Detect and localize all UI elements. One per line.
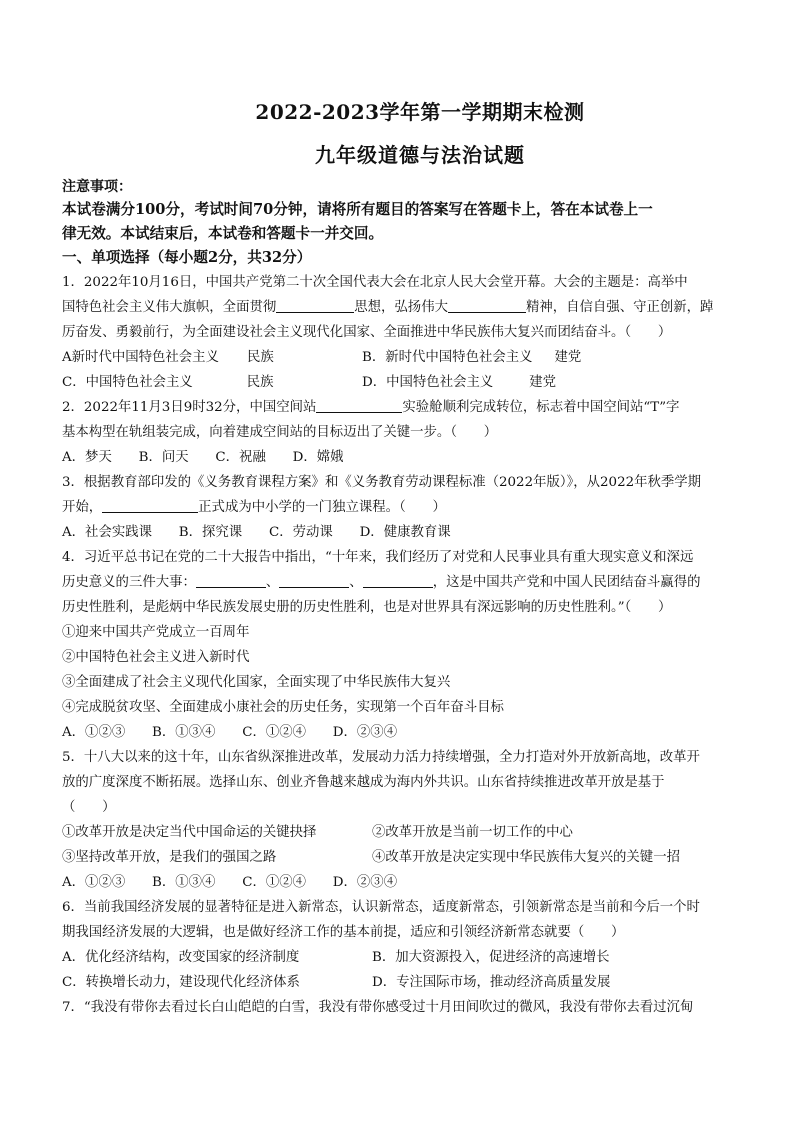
q2-text-b: 实验舱顺利完成转位，标志着中国空间站“T”字 [402,400,680,415]
question-7 [62,995,754,1020]
q5-statements-12 [62,820,754,845]
exam-subtitle: 九年级道德与法治试题 [315,143,525,167]
q1-options-cd [62,370,754,395]
q2-text-a: 2．2022年11月3日9时32分，中国空间站 [62,400,317,415]
q5-line-3: （ ） [62,800,116,815]
q4-text-a: 历史意义的三件大事： [62,575,196,590]
q4-line-2 [62,570,754,595]
q5-line-1: 5．十八大以来的这十年，山东省纵深推进改革，发展动力活力持续增强，全力打造对外开放新高地，改革开 [62,750,700,765]
q4-blank-1 [196,573,266,588]
question-6 [62,895,754,995]
q1-line-3: 厉奋发、勇毅前行，为全面建设社会主义现代化国家、全面推进中华民族伟大复兴而团结奋斗。（ ） [62,325,672,340]
q3-line-1: 3．根据教育部印发的《义务教育课程方案》和《义务教育劳动课程标准（2022年版）》，从2022年秋季学期 [62,475,702,490]
q1-blank-1 [276,298,354,313]
q5-statement-4: ④改革开放是决定实现中华民族伟大复兴的关键一招 [372,850,680,865]
q4-blank-3 [363,573,433,588]
q4-statement-2: ②中国特色社会主义进入新时代 [62,650,250,665]
question-3 [62,470,754,545]
section-heading: 一、单项选择（每小题2分，共32分） [62,249,312,266]
q4-statement-4: ④完成脱贫攻坚、全面建成小康社会的历史任务，实现第一个百年奋斗目标 [62,700,504,715]
q2-line-2: 基本构型在轨组装完成，向着建成空间站的目标迈出了关键一步。（ ） [62,425,498,440]
q1-blank-2 [448,298,526,313]
q6-option-b: B．加大资源投入，促进经济的高速增长 [372,950,610,965]
question-2 [62,395,754,470]
q3-options: A．社会实践课 B．探究课 C．劳动课 D．健康教育课 [62,525,451,540]
q6-line-2: 期我国经济发展的大逻辑，也是做好经济工作的基本前提，适应和引领经济新常态就要（ ） [62,925,625,940]
q3-line-2 [62,495,754,520]
notice-line-2: 律无效。本试结束后，本试卷和答题卡一并交回。 [62,225,384,242]
q3-text-a: 开始， [62,500,103,515]
question-5 [62,745,754,895]
q1-option-a: A新时代中国特色社会主义 民族 [62,350,274,365]
q4-text-b: ，这是中国共产党和中国人民团结奋斗赢得的 [432,575,701,590]
q1-option-d: D．中国特色社会主义 建党 [362,375,557,390]
exam-title: 2022-2023学年第一学期期末检测 [255,100,585,124]
question-4 [62,545,754,745]
q7-line-1: 7．“我没有带你去看过长白山皑皑的白雪，我没有带你感受过十月田间吹过的微风，我没有带你去看过沉甸 [62,1000,694,1015]
q1-text-c: 精神，自信自强、守正创新，踔 [525,300,714,315]
q5-statement-1: ①改革开放是决定当代中国命运的关键抉择 [62,825,317,840]
q6-line-1: 6．当前我国经济发展的显著特征是进入新常态，认识新常态，适度新常态，引领新常态是当前和今后一个时 [62,900,700,915]
q1-option-b: B．新时代中国特色社会主义 建党 [362,350,582,365]
q6-option-d: D．专注国际市场，推动经济高质量发展 [372,975,611,990]
q4-sep-1: 、 [265,575,280,590]
q6-options-cd [62,970,754,995]
q4-line-1: 4．习近平总书记在党的二十大报告中指出，“十年来，我们经历了对党和人民事业具有重大现实意义和深远 [62,550,694,565]
q6-options-ab [62,945,754,970]
q5-statement-3: ③坚持改革开放，是我们的强国之路 [62,850,277,865]
q1-line-2 [62,295,754,320]
notice-heading: 注意事项： [62,179,132,195]
q3-text-b: 正式成为中小学的一门独立课程。（ ） [198,500,446,515]
q4-blank-2 [279,573,349,588]
q6-option-a: A．优化经济结构，改变国家的经济制度 [62,950,300,965]
q4-options: A．①②③ B．①③④ C．①②④ D．②③④ [62,725,398,740]
q4-line-3: 历史性胜利，是彪炳中华民族发展史册的历史性胜利，也是对世界具有深远影响的历史性胜利。”（ ） [62,600,672,615]
notice-line-1: 本试卷满分100分，考试时间70分钟，请将所有题目的答案写在答题卡上，答在本试卷上一 [62,201,653,218]
q5-statements-34 [62,845,754,870]
q1-option-c: C．中国特色社会主义 民族 [62,375,274,390]
q4-sep-2: 、 [349,575,363,590]
q1-line-1: 1．2022年10月16日，中国共产党第二十次全国代表大会在北京人民大会堂开幕。大会的主题是：高举中 [62,275,688,290]
q4-statement-3: ③全面建成了社会主义现代化国家，全面实现了中华民族伟大复兴 [62,675,451,690]
q4-statement-1: ①迎来中国共产党成立一百周年 [62,625,250,640]
q1-options-ab [62,345,754,370]
q2-line-1 [62,395,754,420]
q5-line-2: 放的广度深度不断拓展。选择山东、创业齐鲁越来越成为海内外共识。山东省持续推进改革开放是基于 [62,775,665,790]
q5-statement-2: ②改革开放是当前一切工作的中心 [372,825,573,840]
question-1 [62,270,754,395]
q6-option-c: C．转换增长动力，建设现代化经济体系 [62,975,300,990]
q1-text-b: 思想，弘扬伟大 [354,300,448,315]
q1-text-a: 国特色社会主义伟大旗帜，全面贯彻 [62,300,277,315]
q5-options: A．①②③ B．①③④ C．①②④ D．②③④ [62,875,398,890]
q2-blank [316,398,402,413]
q3-blank [102,498,198,513]
q2-options: A．梦天 B．问天 C．祝融 D．嫦娥 [62,450,344,465]
